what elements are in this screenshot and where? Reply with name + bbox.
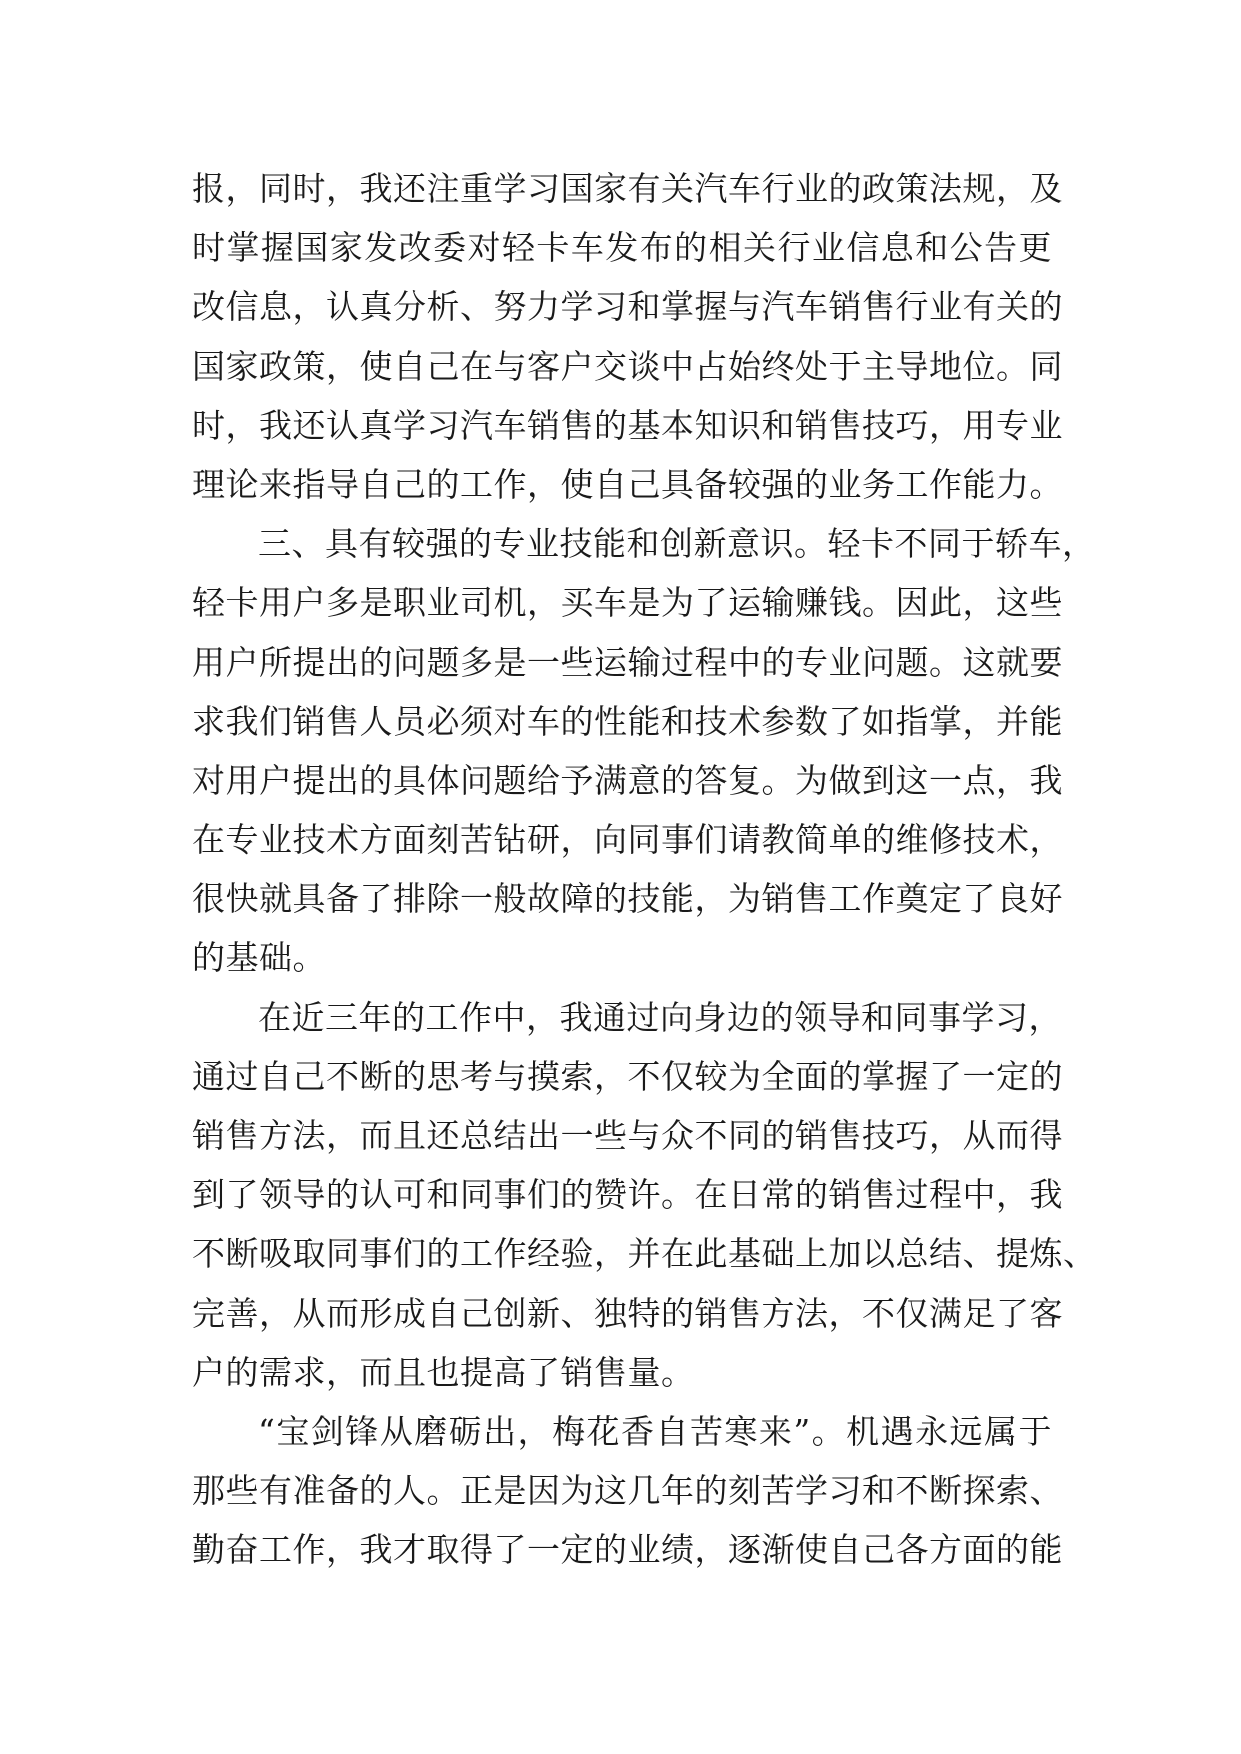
text-line: 销售方法，而且还总结出一些与众不同的销售技巧，从而得 bbox=[192, 1116, 1063, 1155]
text-line: 时，我还认真学习汽车销售的基本知识和销售技巧，用专业 bbox=[192, 405, 1063, 445]
text-line: 到了领导的认可和同事们的赞许。在日常的销售过程中，我 bbox=[192, 1175, 1063, 1215]
text-line: 完善，从而形成自己创新、独特的销售方法，不仅满足了客 bbox=[192, 1293, 1063, 1333]
text-line: 轻卡用户多是职业司机，买车是为了运输赚钱。因此，这些 bbox=[192, 583, 1063, 623]
text-line: 很快就具备了排除一般故障的技能，为销售工作奠定了良好 bbox=[192, 879, 1063, 919]
text-line: 通过自己不断的思考与摸索，不仅较为全面的掌握了一定的 bbox=[192, 1056, 1063, 1096]
text-line: 那些有准备的人。正是因为这几年的刻苦学习和不断探索、 bbox=[192, 1471, 1063, 1511]
text-line: 理论来指导自己的工作，使自己具备较强的业务工作能力。 bbox=[192, 464, 1063, 504]
text-line: 勤奋工作，我才取得了一定的业绩，逐渐使自己各方面的能 bbox=[192, 1530, 1063, 1570]
text-line: 时掌握国家发改委对轻卡车发布的相关行业信息和公告更 bbox=[192, 228, 1052, 268]
paragraph-last-line: 的基础。 bbox=[192, 938, 326, 978]
paragraph-first-line: “宝剑锋从磨砺出，梅花香自苦寒来”。机遇永远属于 bbox=[258, 1411, 1052, 1451]
text-line: 在专业技术方面刻苦钻研，向同事们请教简单的维修技术， bbox=[192, 820, 1063, 860]
text-line: 对用户提出的具体问题给予满意的答复。为做到这一点，我 bbox=[192, 760, 1063, 800]
document-body bbox=[192, 159, 1097, 1580]
text-line: 求我们销售人员必须对车的性能和技术参数了如指掌，并能 bbox=[192, 701, 1063, 741]
text-line: 报，同时，我还注重学习国家有关汽车行业的政策法规，及 bbox=[192, 169, 1063, 208]
text-line: 国家政策，使自己在与客户交谈中占始终处于主导地位。同 bbox=[192, 346, 1063, 386]
text-line: 改信息，认真分析、努力学习和掌握与汽车销售行业有关的 bbox=[192, 287, 1063, 327]
paragraph-first-line: 三、具有较强的专业技能和创新意识。轻卡不同于轿车， bbox=[258, 524, 1096, 564]
paragraph-first-line: 在近三年的工作中，我通过向身边的领导和同事学习， bbox=[258, 997, 1062, 1037]
text-line: 用户所提出的问题多是一些运输过程中的专业问题。这就要 bbox=[192, 642, 1063, 682]
text-line: 不断吸取同事们的工作经验，并在此基础上加以总结、提炼、 bbox=[192, 1234, 1097, 1274]
paragraph-last-line: 户的需求，而且也提高了销售量。 bbox=[192, 1352, 695, 1392]
